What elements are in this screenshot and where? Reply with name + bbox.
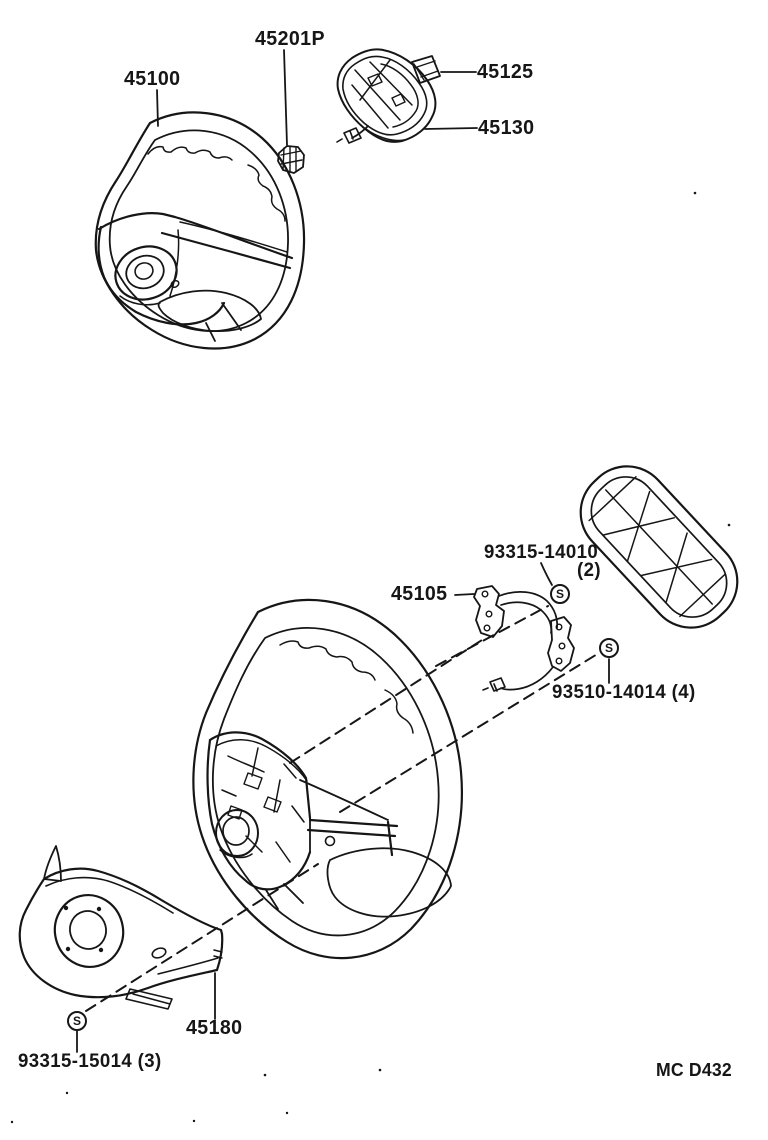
screw-symbol-letter: S [72, 1014, 81, 1028]
column-cover-drawing [20, 846, 223, 1009]
part-label-45130: 45130 [478, 117, 535, 139]
horn-pad-drawing [337, 49, 435, 143]
part-label-93315-14010: 93315-14010 [484, 542, 599, 563]
part-label-45180: 45180 [186, 1017, 243, 1039]
part-label-93315-15014: 93315-15014 (3) [18, 1051, 162, 1072]
screw-symbol-icon-1 [550, 584, 570, 604]
part-qty-93315-14010: (2) [577, 560, 601, 581]
part-label-45100: 45100 [124, 68, 181, 90]
screw-symbol-icon-3 [67, 1011, 87, 1031]
steering-wheel-drawing [96, 112, 304, 348]
part-label-45105: 45105 [391, 583, 448, 605]
figure-code: MC D432 [656, 1060, 732, 1080]
screw-symbol-letter: S [604, 641, 613, 655]
steering-wheel-rear-drawing [193, 600, 462, 958]
part-label-45125: 45125 [477, 61, 534, 83]
assembly-dashed-lines [86, 606, 599, 1011]
part-label-45201P: 45201P [255, 28, 325, 50]
part-label-93510-14014: 93510-14014 (4) [552, 682, 696, 703]
screw-symbol-letter: S [555, 587, 564, 601]
scan-speckles [11, 192, 731, 1124]
screw-symbol-icon-2 [599, 638, 619, 658]
